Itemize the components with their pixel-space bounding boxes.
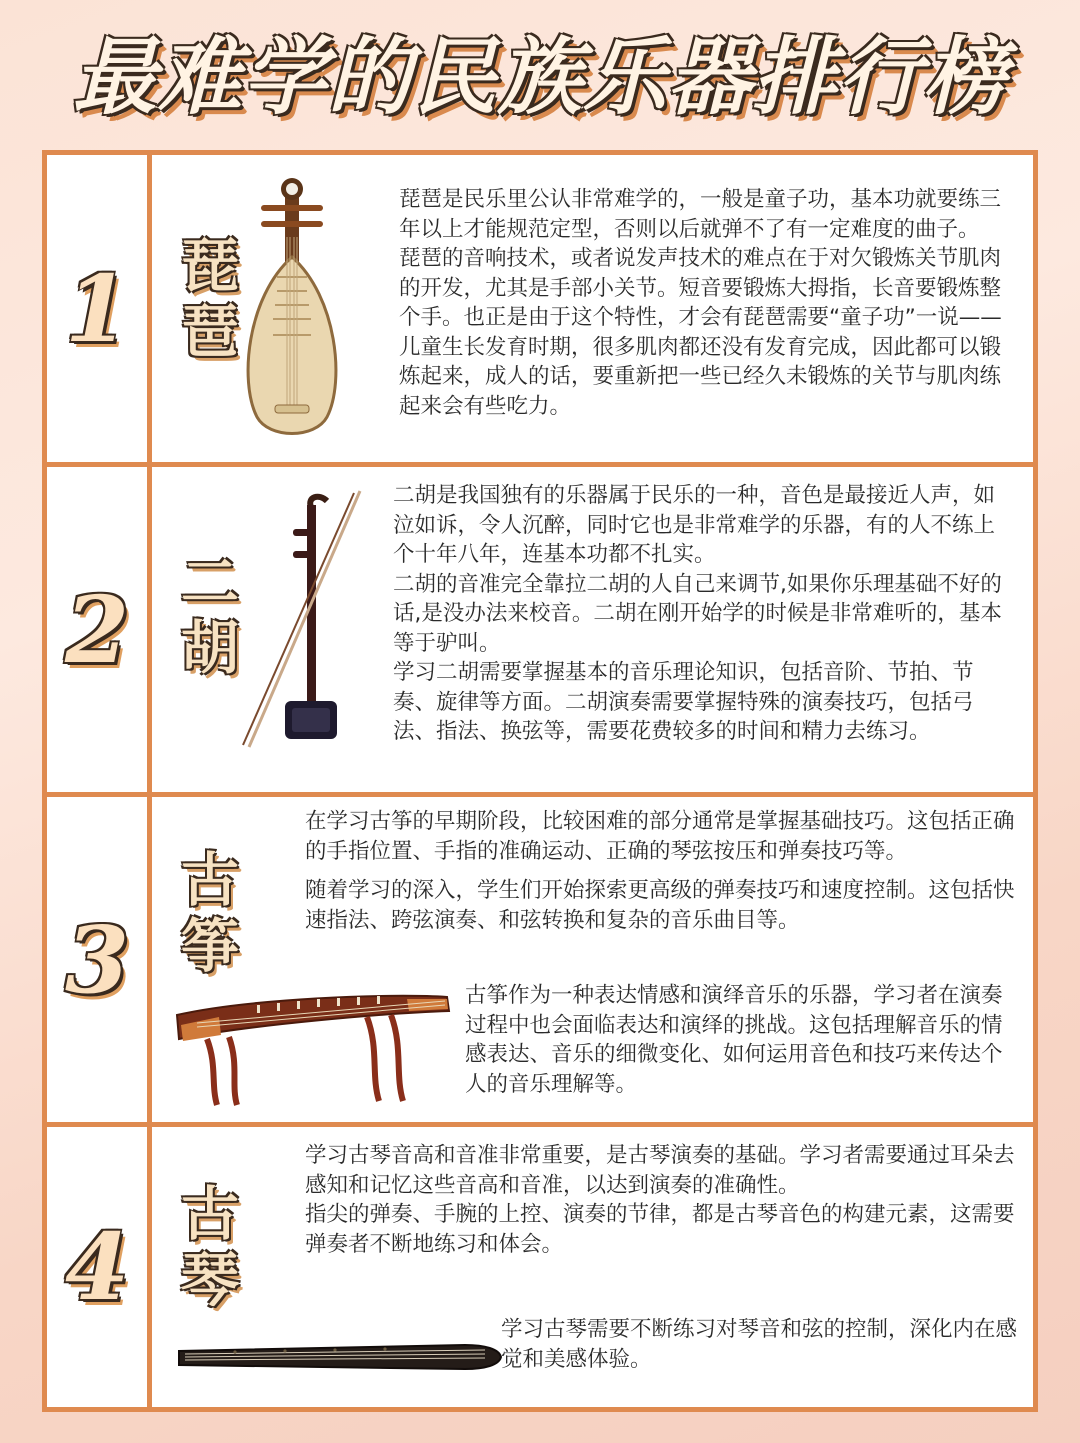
instrument-name: 古筝 (180, 846, 239, 980)
paragraph: 学习古琴音高和音准非常重要，是古琴演奏的基础。学习者需要通过耳朵去感知和记忆这些音高和音准，以达到演奏的准确性。 (305, 1143, 1015, 1198)
paragraph: 学习古琴需要不断练习对琴音和弦的控制，深化内在感觉和美感体验。 (501, 1317, 1018, 1372)
rank-number: 2 (64, 575, 129, 684)
description-top (305, 1141, 1025, 1259)
paragraph: 古筝作为一种表达情感和演绎音乐的乐器，学习者在演奏过程中也会面临表达和演绎的挑战。这包括理解音乐的情感表达、音乐的细微变化、如何运用音色和技巧来传达个人的音乐理解等。 (465, 983, 1003, 1097)
rank-number: 3 (64, 905, 129, 1014)
rank-row-4 (47, 1127, 1033, 1407)
guqin-illustration (175, 1335, 505, 1379)
ranking-board (42, 150, 1038, 1412)
paragraph: 在学习古筝的早期阶段，比较困难的部分通常是掌握基础技巧。这包括正确的手指位置、手指的准确运动、正确的琴弦按压和弹奏技巧等。 (305, 809, 1015, 864)
description-top (305, 807, 1025, 935)
rank-cell (47, 467, 152, 792)
paragraph: 二胡的音准完全靠拉二胡的人自己来调节,如果你乐理基础不好的话,是没办法来校音。二胡在刚开始学的时候是非常难听的，基本等于驴叫。 (393, 571, 1002, 656)
paragraph: 指尖的弹奏、手腕的上控、演奏的节律，都是古琴音色的构建元素，这需要弹奏者不断地练习和体会。 (305, 1202, 1015, 1257)
paragraph: 学习二胡需要掌握基本的音乐理论知识，包括音阶、节拍、节奏、旋律等方面。二胡演奏需要掌握特殊的演奏技巧，包括弓法、指法、换弦等，需要花费较多的时间和精力去练习。 (393, 660, 974, 744)
rank-cell (47, 797, 152, 1122)
description (399, 185, 1019, 421)
rank-number: 1 (64, 254, 129, 363)
description-bottom (501, 1315, 1021, 1374)
paragraph: 琵琶是民乐里公认非常难学的，一般是童子功，基本功就要练三年以上才能规范定型，否则以后就弹不了有一定难度的曲子。 (399, 187, 1002, 242)
rank-number: 4 (64, 1213, 129, 1321)
erhu-illustration (235, 489, 365, 759)
instrument-name: 二胡 (180, 548, 239, 682)
rank-cell (47, 1127, 152, 1407)
instrument-name: 古琴 (180, 1180, 239, 1314)
rank-cell (47, 155, 152, 462)
rank-row-3 (47, 797, 1033, 1127)
paragraph: 二胡是我国独有的乐器属于民乐的一种，音色是最接近人声，如泣如诉，令人沉醉，同时它也是非常难学的乐器，有的人不练上个十年八年，连基本功都不扎实。 (393, 483, 996, 567)
rank-row-2 (47, 467, 1033, 797)
guzheng-illustration (167, 985, 457, 1110)
rank-row-1 (47, 155, 1033, 467)
pipa-illustration (237, 177, 347, 442)
description (393, 481, 1013, 747)
paragraph: 琵琶的音响技术，或者说发声技术的难点在于对欠锻炼关节肌肉的开发，尤其是手部小关节。短音要锻炼大拇指，长音要锻炼整个手。也正是由于这个特性，才会有琵琶需要“童子功”一说——儿童生长发育时期，很多肌肉都还没有发育完成，因此都可以锻炼起来，成人的话，要重新把一些已经久未锻炼的关节与肌肉练起来会有些吃力。 (399, 246, 1002, 419)
paragraph: 随着学习的深入，学生们开始探索更高级的弹奏技巧和速度控制。这包括快速指法、跨弦演奏、和弦转换和复杂的音乐曲目等。 (305, 878, 1015, 933)
instrument-name: 琵琶 (180, 232, 239, 366)
description-bottom (465, 981, 1015, 1099)
page-title: 最难学的民族乐器排行榜 (72, 28, 1008, 126)
